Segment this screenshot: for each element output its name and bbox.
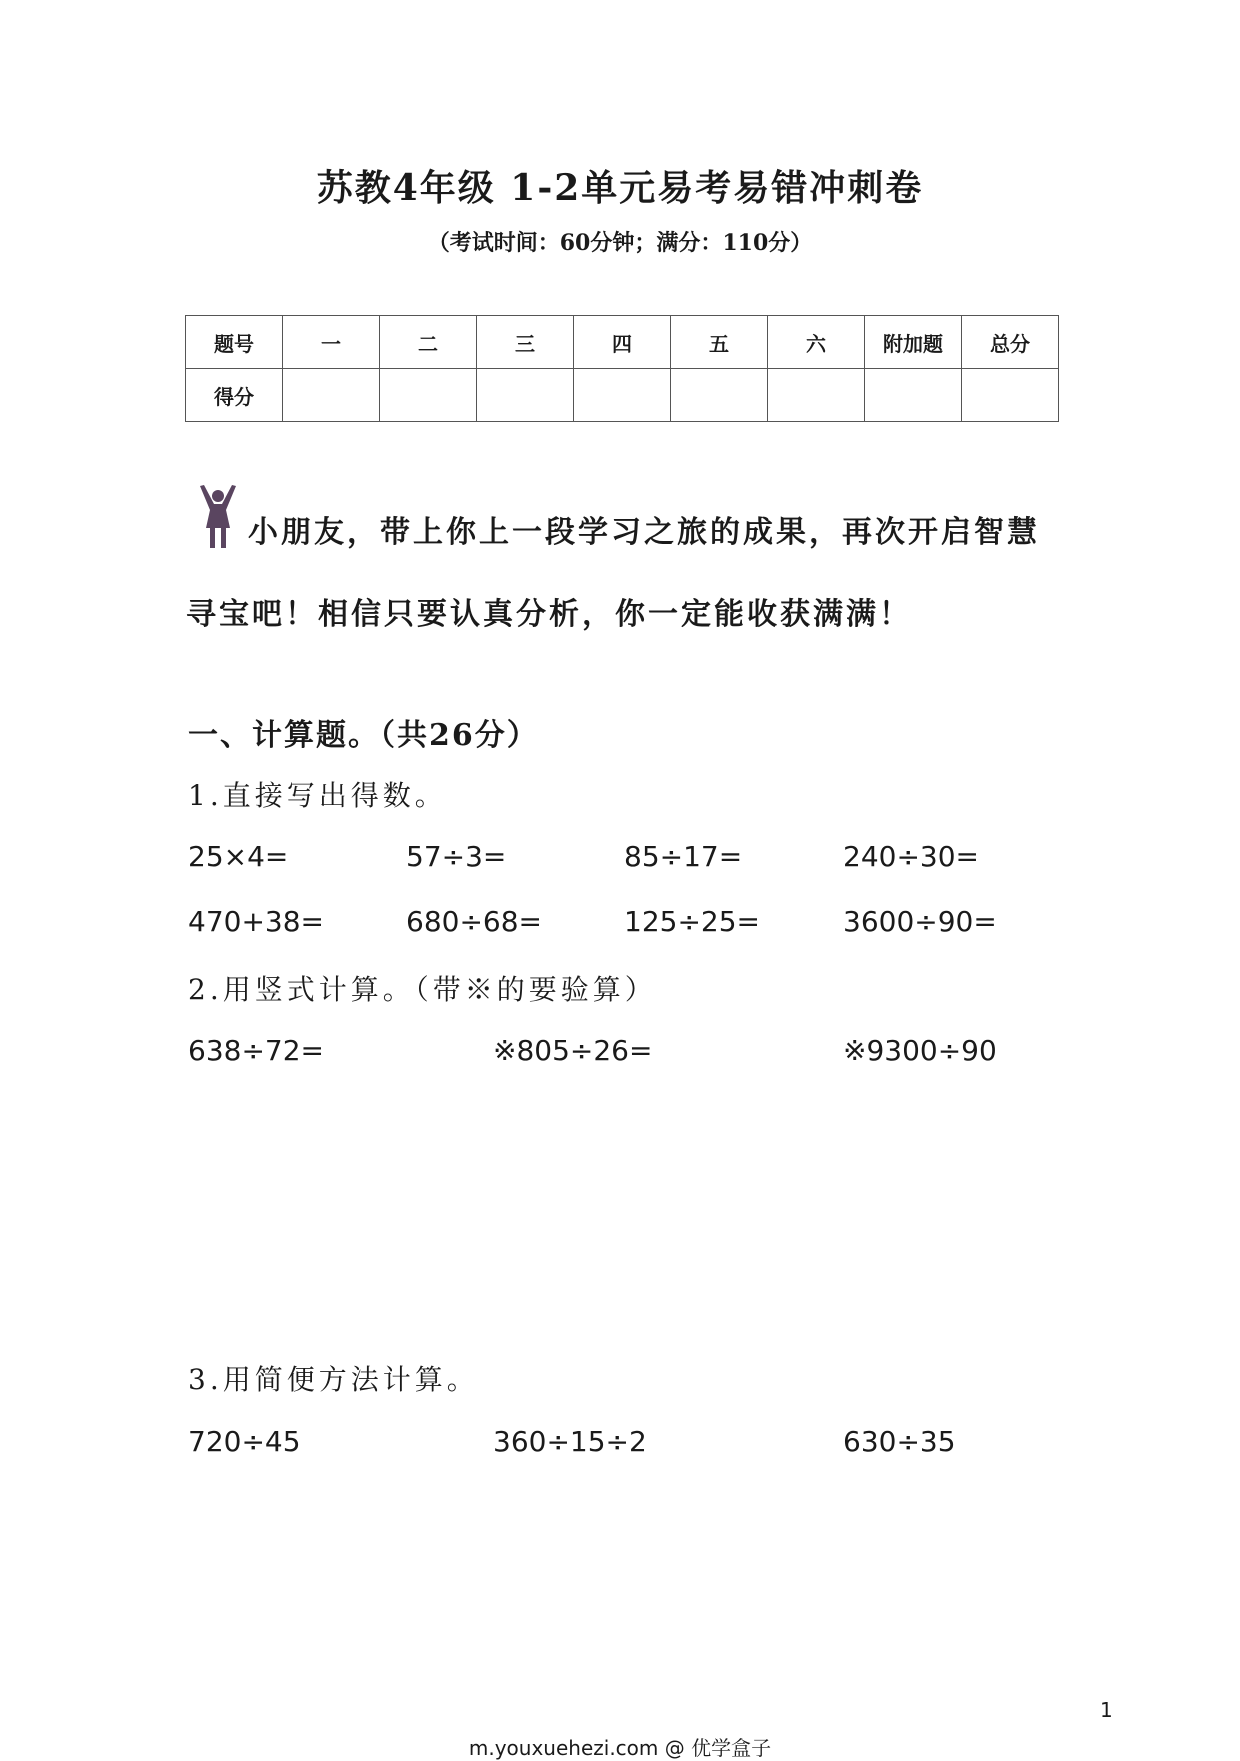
score-header-cell: 四 xyxy=(574,316,671,369)
score-row-label: 得分 xyxy=(186,369,283,422)
score-cell[interactable] xyxy=(962,369,1059,422)
score-header-cell: 六 xyxy=(768,316,865,369)
exam-info: （考试时间：60分钟；满分：110分） xyxy=(427,230,813,256)
calc-item: 3600÷90= xyxy=(843,905,997,938)
simplify-calc-item: 720÷45 xyxy=(188,1425,301,1458)
score-cell[interactable] xyxy=(671,369,768,422)
score-header-cell: 三 xyxy=(477,316,574,369)
score-header-cell: 附加题 xyxy=(865,316,962,369)
simplify-calc-item: 630÷35 xyxy=(843,1425,956,1458)
score-cell[interactable] xyxy=(283,369,380,422)
section-1-title: 一、计算题。（共26分） xyxy=(188,718,539,753)
page-number: 1 xyxy=(1100,1698,1113,1722)
score-cell[interactable] xyxy=(477,369,574,422)
vertical-calc-item: 638÷72= xyxy=(188,1034,324,1067)
calc-item: 57÷3= xyxy=(406,840,507,873)
calc-item: 25×4= xyxy=(188,840,289,873)
page-title: 苏教4年级 1-2单元易考易错冲刺卷 xyxy=(316,167,924,209)
calc-item: 680÷68= xyxy=(406,905,542,938)
simplify-calc-item: 360÷15÷2 xyxy=(493,1425,647,1458)
calc-item: 125÷25= xyxy=(624,905,760,938)
score-header-cell: 二 xyxy=(380,316,477,369)
intro-message: 小朋友，带上你上一段学习之旅的成果，再次开启智慧寻宝吧！相信只要认真分析，你一定能收获满满！ xyxy=(186,515,1040,632)
score-header-cell: 一 xyxy=(283,316,380,369)
question-3-title: 3.用简便方法计算。 xyxy=(188,1363,479,1396)
score-cell[interactable] xyxy=(380,369,477,422)
score-cell[interactable] xyxy=(768,369,865,422)
vertical-calc-item: ※9300÷90 xyxy=(843,1034,997,1067)
score-table-header-row xyxy=(186,316,1059,369)
vertical-calc-item: ※805÷26= xyxy=(493,1034,653,1067)
footer-watermark: m.youxuehezi.com @ 优学盒子 xyxy=(468,1736,772,1760)
score-table-score-row xyxy=(186,369,1059,422)
score-cell[interactable] xyxy=(865,369,962,422)
question-2-title: 2.用竖式计算。（带※的要验算） xyxy=(188,973,657,1006)
score-header-cell: 五 xyxy=(671,316,768,369)
calc-item: 470+38= xyxy=(188,905,324,938)
score-header-cell: 总分 xyxy=(962,316,1059,369)
score-cell[interactable] xyxy=(574,369,671,422)
score-table xyxy=(185,315,1059,422)
calc-item: 85÷17= xyxy=(624,840,743,873)
calc-item: 240÷30= xyxy=(843,840,979,873)
score-header-cell: 题号 xyxy=(186,316,283,369)
question-1-title: 1.直接写出得数。 xyxy=(188,779,447,812)
